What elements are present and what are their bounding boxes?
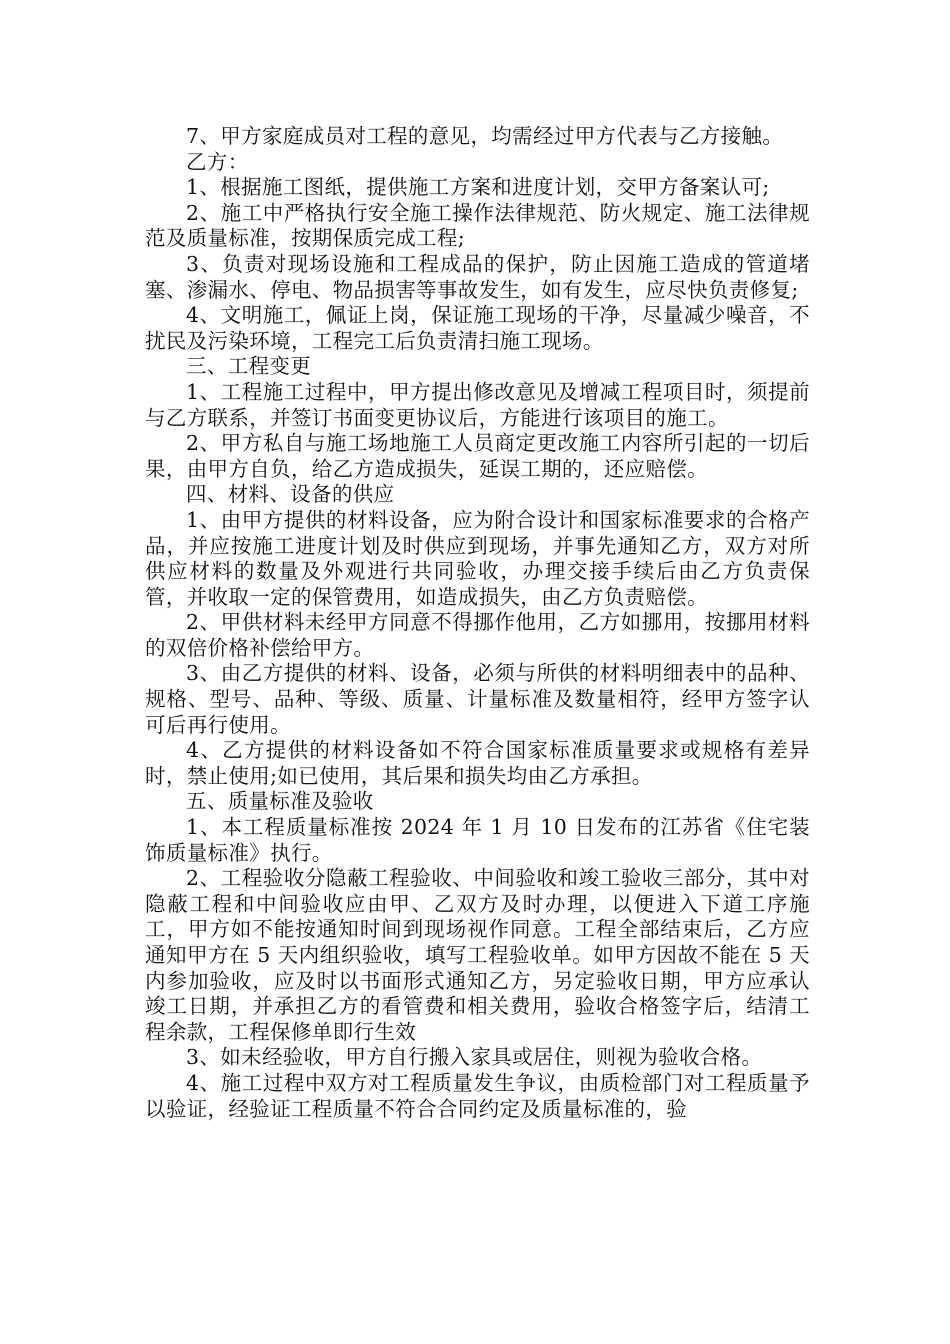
section-heading-quality-acceptance: 五、质量标准及验收 bbox=[186, 789, 374, 814]
paragraph-supply-2: 2、甲供材料未经甲方同意不得挪作他用，乙方如挪用，按挪用材料的双倍价格补偿给甲方。 bbox=[145, 610, 810, 660]
paragraph-change-1: 1、工程施工过程中，甲方提出修改意见及增减工程项目时，须提前与乙方联系，并签订书面变更协议后，方能进行该项目的施工。 bbox=[145, 379, 810, 430]
paragraph-change-2: 2、甲方私自与施工场地施工人员商定更改施工内容所引起的一切后果，由甲方自负，给乙方造成损失，延误工期的，还应赔偿。 bbox=[145, 431, 810, 481]
paragraph-supply-4: 4、乙方提供的材料设备如不符合国家标准质量要求或规格有差异时，禁止使用;如已使用，其后果和损失均由乙方承担。 bbox=[145, 738, 810, 788]
section-heading-engineering-change: 三、工程变更 bbox=[186, 354, 312, 379]
section-heading-party-b: 乙方： bbox=[186, 149, 249, 174]
paragraph-quality-3: 3、如未经验收，甲方自行搬入家具或居住，则视为验收合格。 bbox=[186, 1045, 763, 1070]
paragraph-b-4-civilized-construction: 4、文明施工，佩证上岗，保证施工现场的干净，尽量减少噪音，不扰民及污染环境，工程完工后负责清扫施工现场。 bbox=[145, 303, 810, 353]
section-heading-material-supply: 四、材料、设备的供应 bbox=[186, 482, 395, 507]
paragraph-b-1-construction-plan: 1、根据施工图纸，提供施工方案和进度计划，交甲方备案认可; bbox=[186, 175, 770, 200]
paragraph-supply-1: 1、由甲方提供的材料设备，应为附合设计和国家标准要求的合格产品，并应按施工进度计划及时供应到现场，并事先通知乙方，双方对所供应材料的数量及外观进行共同验收，办理交接手续后由乙方负责保管，并收取一定的保管费用，如造成损失，由乙方负责赔偿。 bbox=[145, 507, 810, 609]
paragraph-quality-2: 2、工程验收分隐蔽工程验收、中间验收和竣工验收三部分，其中对隐蔽工程和中间验收应由甲、乙双方及时办理，以便进入下道工序施工，甲方如不能按通知时间到现场视作同意。工程全部结束后，乙方应通知甲方在 5 天内组织验收，填写工程验收单。如甲方因故不能在 5 天内参加验收，应及时以书面形式通知乙方，另定验收日期，甲方应承认竣工日期，并承担乙方的看管费和相关费用，验收合格签字后，结清工程余款，工程保修单即行生效 bbox=[145, 866, 810, 1044]
paragraph-quality-1: 1、本工程质量标准按 2024 年 1 月 10 日发布的江苏省《住宅装饰质量标准》执行。 bbox=[145, 815, 810, 865]
paragraph-quality-4: 4、施工过程中双方对工程质量发生争议，由质检部门对工程质量予以验证，经验证工程质量不符合合同约定及质量标准的，验 bbox=[145, 1070, 810, 1121]
paragraph-b-3-site-protection: 3、负责对现场设施和工程成品的保护，防止因施工造成的管道堵塞、渗漏水、停电、物品损害等事故发生，如有发生，应尽快负责修复; bbox=[145, 251, 810, 302]
paragraph-supply-3: 3、由乙方提供的材料、设备，必须与所供的材料明细表中的品种、规格、型号、品种、等级、质量、计量标准及数量相符，经甲方签字认可后再行使用。 bbox=[145, 661, 810, 737]
paragraph-clause-7-family-opinions: 7、甲方家庭成员对工程的意见，均需经过甲方代表与乙方接触。 bbox=[186, 124, 784, 148]
document-body bbox=[145, 124, 810, 1122]
paragraph-b-2-safety-standards: 2、施工中严格执行安全施工操作法律规范、防火规定、施工法律规范及质量标准，按期保质完成工程; bbox=[145, 200, 810, 251]
